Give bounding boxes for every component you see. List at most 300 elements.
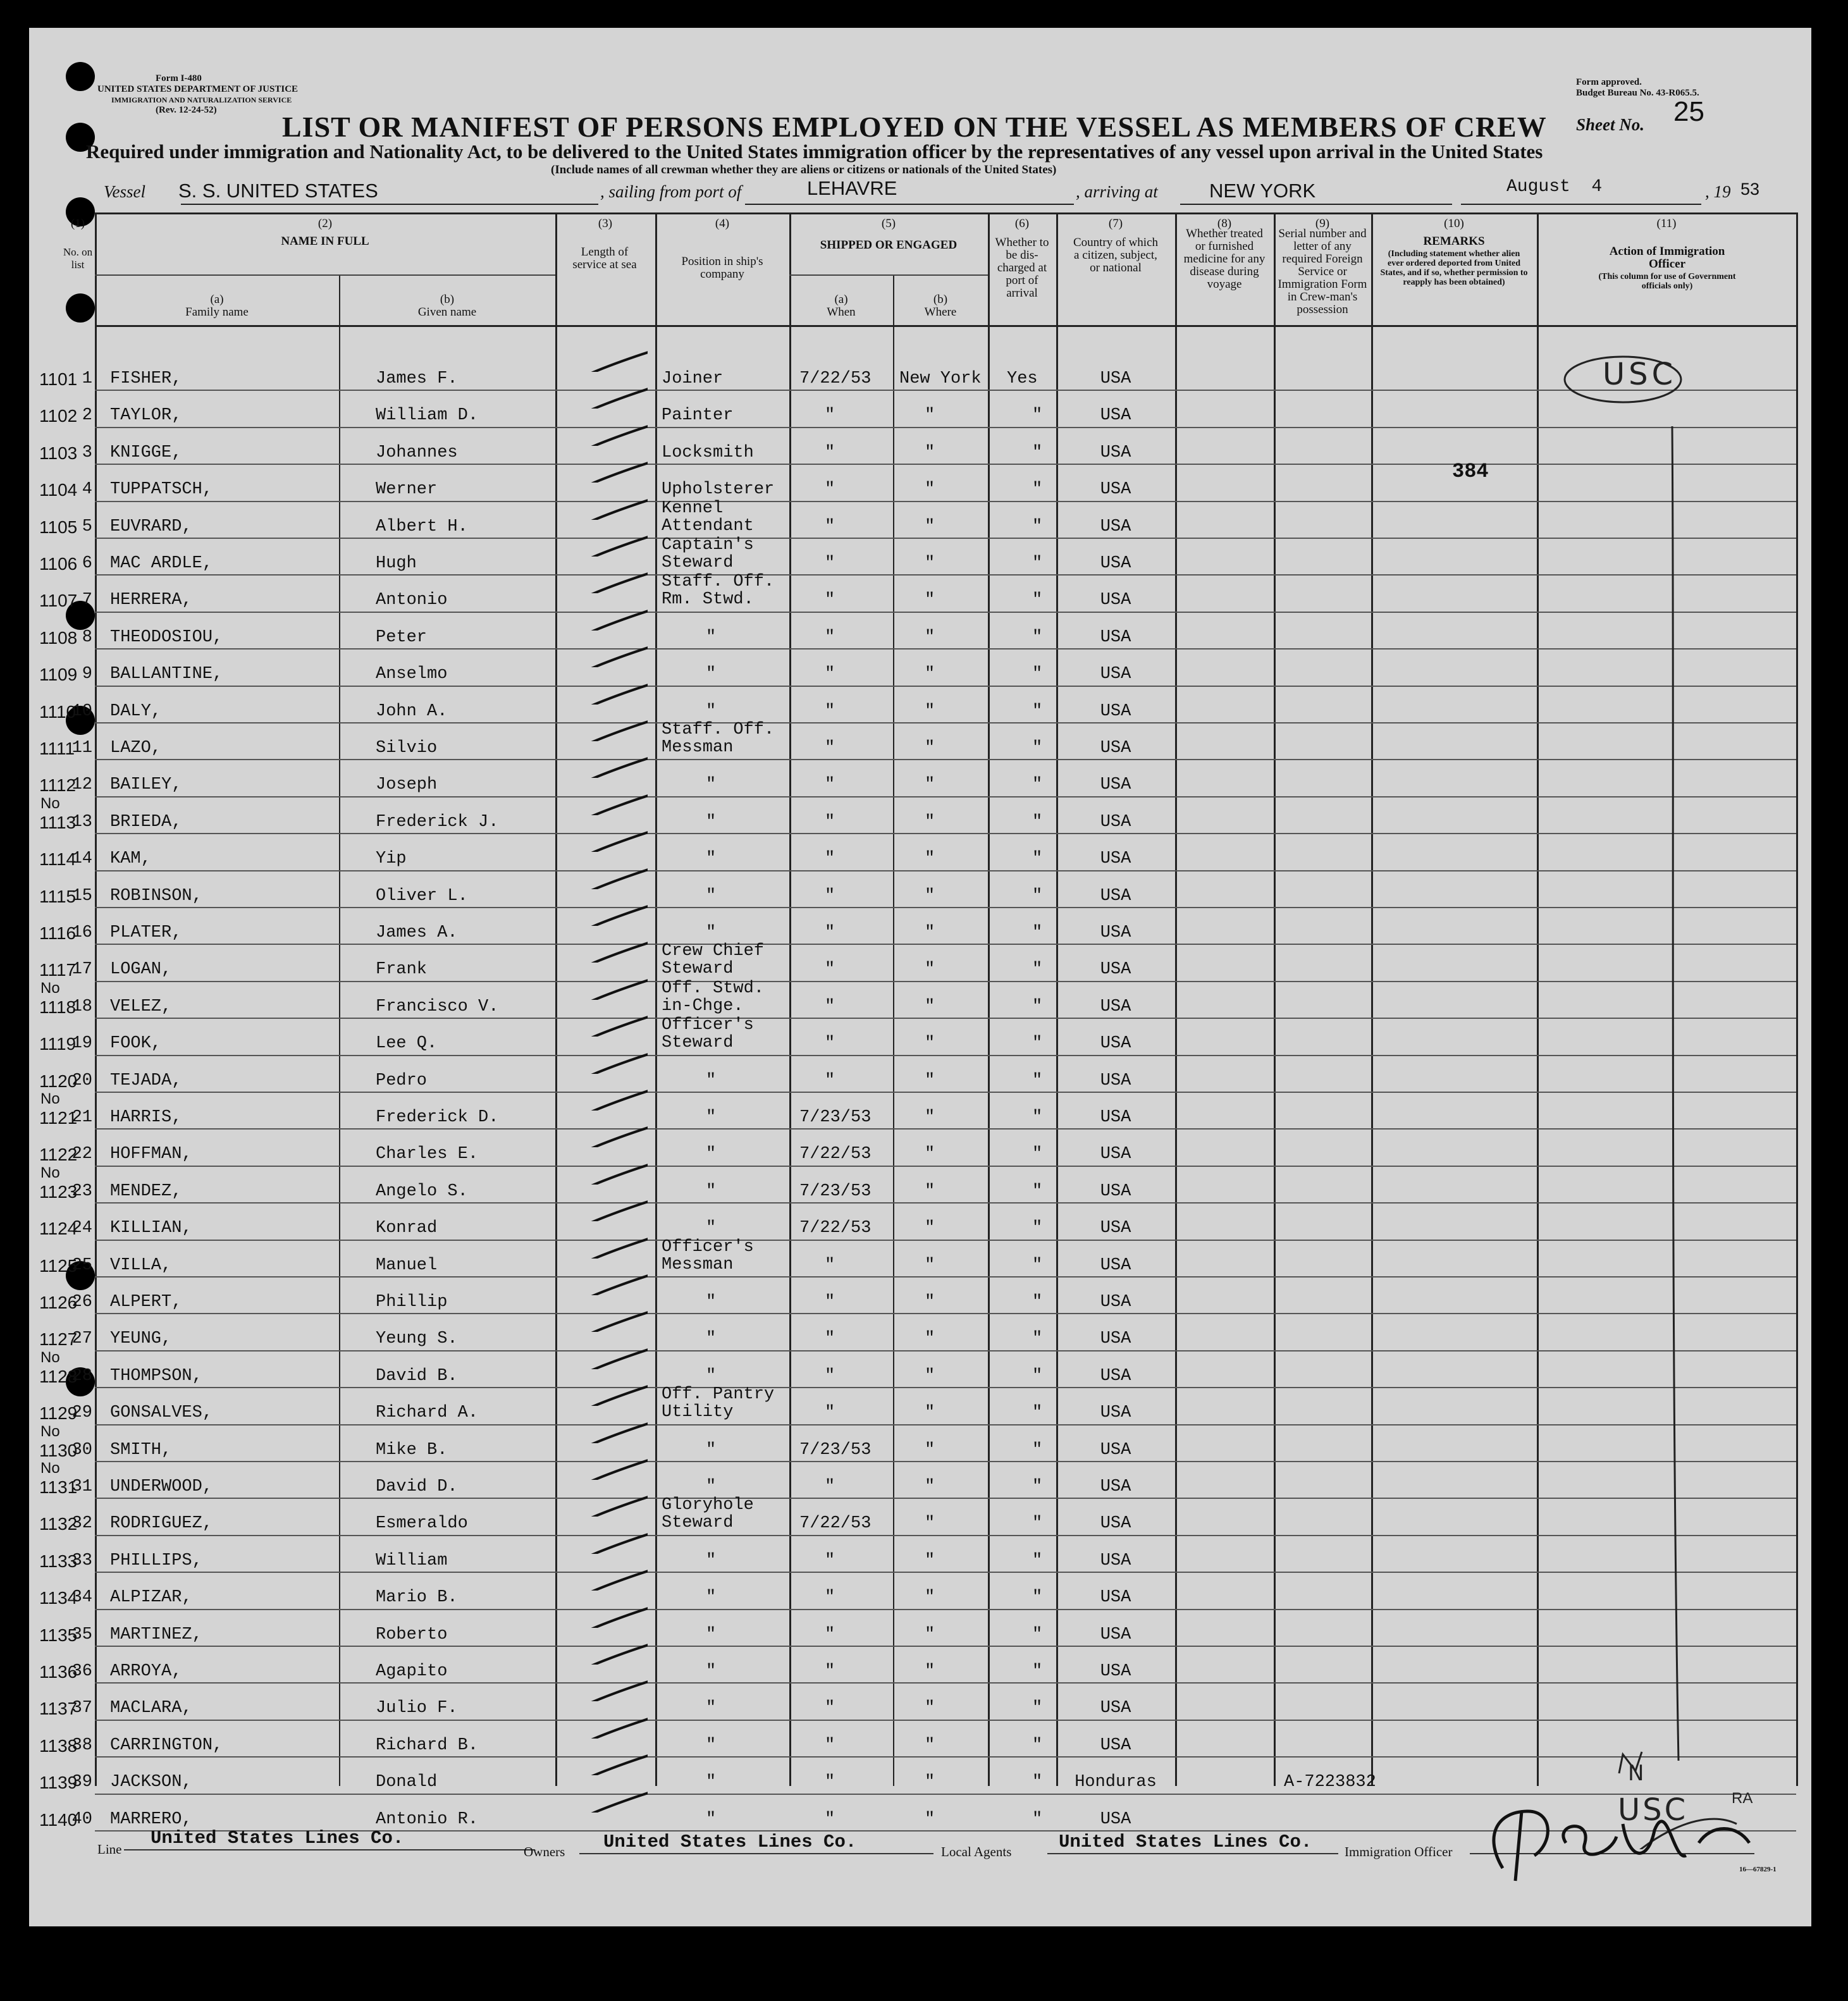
sailing-label: , sailing from port of bbox=[600, 182, 742, 201]
cell-given-name: Werner bbox=[376, 480, 438, 500]
cell-given-name: Esmeraldo bbox=[376, 1514, 468, 1534]
cell-given-name: Francisco V. bbox=[376, 997, 499, 1016]
cell-country: USA bbox=[1100, 997, 1131, 1016]
cell-ref-number: 1121 bbox=[39, 1108, 78, 1128]
cell-shipped-where: " bbox=[925, 1108, 935, 1127]
budget-bureau: Budget Bureau No. 43-R065.5. bbox=[1576, 88, 1699, 98]
cell-shipped-where: " bbox=[925, 849, 935, 869]
cell-ref-number: 1140 bbox=[39, 1809, 78, 1830]
service-tick-mark bbox=[559, 716, 648, 741]
line-label: Line bbox=[97, 1842, 122, 1857]
cell-remarks: 384 bbox=[1452, 460, 1489, 484]
service-tick-mark bbox=[559, 1344, 648, 1369]
usc-annotation-bottom: USC bbox=[1618, 1792, 1689, 1828]
cell-discharged: " bbox=[1032, 1366, 1043, 1386]
cell-shipped-where: " bbox=[925, 1588, 935, 1608]
cell-shipped-when: 7/22/53 bbox=[799, 1219, 872, 1238]
cell-shipped-when: " bbox=[825, 1699, 835, 1718]
departure-port: LEHAVRE bbox=[807, 177, 897, 199]
service-tick-mark bbox=[559, 421, 648, 446]
cell-position: " bbox=[706, 775, 717, 795]
cell-line-number: 20 bbox=[71, 1071, 92, 1090]
cell-ref-number: 1102 bbox=[39, 406, 78, 426]
col11-subheader: (This column for use of Government officials only) bbox=[1598, 272, 1736, 291]
cell-ref-number: 1105 bbox=[39, 517, 78, 537]
col10-subheader: (Including statement whether alien ever ordered deported from United States, and if so, whether permission to reapply has been obtained) bbox=[1380, 249, 1528, 287]
cell-position: " bbox=[706, 627, 717, 647]
cell-line-number: 21 bbox=[71, 1108, 92, 1127]
cell-shipped-when: " bbox=[825, 1588, 835, 1608]
cell-shipped-when: " bbox=[825, 1551, 835, 1570]
cell-discharged: " bbox=[1032, 1293, 1043, 1312]
cell-discharged: " bbox=[1032, 517, 1043, 536]
cell-line-number: 7 bbox=[82, 591, 92, 610]
service-tick-mark bbox=[559, 1122, 648, 1147]
cell-given-name: William D. bbox=[376, 406, 479, 426]
service-tick-mark bbox=[559, 457, 648, 483]
cell-shipped-when: " bbox=[825, 1071, 835, 1090]
cell-discharged: " bbox=[1032, 1071, 1043, 1090]
cell-family-name: MARTINEZ, bbox=[110, 1625, 202, 1644]
cell-discharged: " bbox=[1032, 554, 1043, 573]
cell-given-name: Donald bbox=[376, 1773, 438, 1792]
cell-given-name: Johannes bbox=[376, 443, 458, 462]
cell-country: USA bbox=[1100, 443, 1131, 462]
cell-shipped-where: " bbox=[925, 517, 935, 536]
cell-discharged: " bbox=[1032, 1699, 1043, 1718]
service-tick-mark bbox=[559, 864, 648, 889]
cell-country: USA bbox=[1100, 1403, 1131, 1423]
cell-given-name: James A. bbox=[376, 923, 458, 942]
cell-line-number: 31 bbox=[71, 1477, 92, 1496]
service-tick-mark bbox=[559, 642, 648, 667]
cell-position: " bbox=[706, 1181, 717, 1201]
cell-country: USA bbox=[1100, 1181, 1131, 1201]
cell-shipped-where: " bbox=[925, 812, 935, 832]
cell-line-number: 15 bbox=[71, 886, 92, 906]
cell-position: Officer's Steward bbox=[662, 1016, 754, 1053]
cell-shipped-when: " bbox=[825, 886, 835, 906]
cell-position: " bbox=[706, 849, 717, 869]
cell-shipped-where: " bbox=[925, 627, 935, 647]
cell-shipped-when: " bbox=[825, 1034, 835, 1054]
col11-header: Action of Immigration Officer bbox=[1609, 245, 1725, 271]
col11-number: (11) bbox=[1656, 217, 1677, 230]
cell-position: " bbox=[706, 886, 717, 906]
service-tick-mark bbox=[559, 383, 648, 409]
cell-discharged: " bbox=[1032, 1145, 1043, 1164]
cell-ref-number: 1106 bbox=[39, 554, 78, 574]
service-tick-mark bbox=[559, 1270, 648, 1295]
col2a-header: Family name bbox=[185, 305, 249, 319]
cell-country: USA bbox=[1100, 1625, 1131, 1644]
cell-ref-number: 1124 bbox=[39, 1219, 78, 1239]
cell-position: " bbox=[706, 1293, 717, 1312]
cell-given-name: Konrad bbox=[376, 1219, 438, 1238]
cell-shipped-when: " bbox=[825, 701, 835, 721]
service-tick-mark bbox=[559, 1750, 648, 1775]
service-tick-mark bbox=[559, 1233, 648, 1259]
cell-country: USA bbox=[1100, 480, 1131, 500]
cell-position: " bbox=[706, 812, 717, 832]
service-tick-mark bbox=[559, 1418, 648, 1443]
cell-family-name: BRIEDA, bbox=[110, 812, 182, 832]
cell-family-name: THEODOSIOU, bbox=[110, 627, 223, 647]
cell-shipped-when: " bbox=[825, 1293, 835, 1312]
cell-line-number: 6 bbox=[82, 554, 92, 573]
cell-given-name: Hugh bbox=[376, 554, 417, 573]
col7-header: Country of which a citizen, subject, or national bbox=[1073, 236, 1159, 274]
cell-given-name: Mario B. bbox=[376, 1588, 458, 1608]
col3-number: (3) bbox=[598, 217, 613, 230]
cell-country: USA bbox=[1100, 1034, 1131, 1054]
cell-country: USA bbox=[1100, 1440, 1131, 1460]
cell-family-name: BAILEY, bbox=[110, 775, 182, 795]
service-tick-mark bbox=[559, 495, 648, 520]
cell-family-name: ROBINSON, bbox=[110, 886, 202, 906]
cell-country: USA bbox=[1100, 886, 1131, 906]
cell-discharged: " bbox=[1032, 1403, 1043, 1423]
col4-number: (4) bbox=[715, 217, 730, 230]
cell-country: USA bbox=[1100, 1477, 1131, 1496]
col1-header: No. on list bbox=[63, 246, 93, 271]
cell-family-name: LAZO, bbox=[110, 739, 162, 758]
cell-shipped-when: " bbox=[825, 665, 835, 684]
cell-line-number: 33 bbox=[71, 1551, 92, 1570]
cell-position: " bbox=[706, 1440, 717, 1460]
cell-shipped-where: " bbox=[925, 554, 935, 573]
col2-header: NAME IN FULL bbox=[281, 235, 369, 248]
cell-position: " bbox=[706, 1625, 717, 1644]
cell-given-name: Angelo S. bbox=[376, 1181, 468, 1201]
form-number: Form I-480 bbox=[156, 73, 202, 83]
cell-family-name: KNIGGE, bbox=[110, 443, 182, 462]
cell-shipped-when: 7/22/53 bbox=[799, 1145, 872, 1164]
col9-number: (9) bbox=[1315, 217, 1330, 230]
cell-shipped-where: " bbox=[925, 1219, 935, 1238]
sheet-label: Sheet No. bbox=[1576, 115, 1644, 134]
cell-discharged: Yes bbox=[1007, 369, 1038, 388]
cell-given-name: James F. bbox=[376, 369, 458, 388]
cell-given-name: Frederick J. bbox=[376, 812, 499, 832]
service-tick-mark bbox=[559, 975, 648, 1000]
cell-position: " bbox=[706, 1366, 717, 1386]
cell-given-name: Mike B. bbox=[376, 1440, 448, 1460]
cell-position: " bbox=[706, 665, 717, 684]
cell-shipped-when: 7/22/53 bbox=[799, 1514, 872, 1534]
cell-family-name: MENDEZ, bbox=[110, 1181, 182, 1201]
cell-ref-number: 1112 bbox=[39, 775, 77, 796]
cell-shipped-when: 7/22/53 bbox=[799, 369, 872, 388]
cell-shipped-where: New York bbox=[899, 369, 982, 388]
cell-shipped-where: " bbox=[925, 1071, 935, 1090]
cell-ref-number: 1126 bbox=[39, 1293, 78, 1312]
service-tick-mark bbox=[559, 679, 648, 705]
col8-number: (8) bbox=[1217, 217, 1232, 230]
cell-position: " bbox=[706, 1662, 717, 1681]
subtitle: Required under immigration and Nationality Act, to be delivered to the United States immigration officer by the representatives of any vessel upon arrival in the United States bbox=[86, 140, 1543, 163]
cell-shipped-where: " bbox=[925, 701, 935, 721]
cell-country: USA bbox=[1100, 1329, 1131, 1349]
cell-given-name: Pedro bbox=[376, 1071, 428, 1090]
cell-shipped-when: " bbox=[825, 1773, 835, 1792]
cell-shipped-when: " bbox=[825, 1329, 835, 1349]
cell-family-name: CARRINGTON, bbox=[110, 1735, 223, 1755]
cell-position: " bbox=[706, 1477, 717, 1496]
cell-shipped-when: " bbox=[825, 591, 835, 610]
cell-position: Off. Pantry Utility bbox=[662, 1385, 775, 1422]
cell-shipped-where: " bbox=[925, 1255, 935, 1275]
cell-family-name: ALPIZAR, bbox=[110, 1588, 192, 1608]
vessel-name: S. S. UNITED STATES bbox=[178, 180, 378, 202]
cell-given-name: David B. bbox=[376, 1366, 458, 1386]
service-tick-mark bbox=[559, 1381, 648, 1406]
cell-family-name: MARRERO, bbox=[110, 1809, 192, 1829]
cell-shipped-where: " bbox=[925, 739, 935, 758]
cell-discharged: " bbox=[1032, 1588, 1043, 1608]
cell-ref-number: 1118 bbox=[39, 997, 77, 1017]
no-mark: No bbox=[40, 1460, 60, 1477]
col7-number: (7) bbox=[1108, 217, 1123, 230]
cell-ref-number: 1104 bbox=[39, 480, 78, 500]
cell-position: Kennel Attendant bbox=[662, 498, 754, 536]
cell-given-name: Joseph bbox=[376, 775, 438, 795]
cell-ref-number: 1109 bbox=[39, 665, 78, 685]
col10-number: (10) bbox=[1444, 217, 1464, 230]
service-tick-mark bbox=[559, 1491, 648, 1517]
cell-position: " bbox=[706, 1773, 717, 1792]
cell-ref-number: 1125 bbox=[39, 1255, 78, 1276]
cell-given-name: Phillip bbox=[376, 1293, 448, 1312]
service-tick-mark bbox=[559, 1565, 648, 1591]
cell-line-number: 27 bbox=[71, 1329, 92, 1349]
cell-shipped-where: " bbox=[925, 1293, 935, 1312]
service-tick-mark bbox=[559, 347, 648, 372]
cell-shipped-when: " bbox=[825, 923, 835, 942]
col5a-number: (a) bbox=[834, 293, 848, 306]
cell-ref-number: 1122 bbox=[39, 1145, 78, 1165]
cell-shipped-where: " bbox=[925, 1625, 935, 1644]
cell-family-name: LOGAN, bbox=[110, 960, 172, 980]
cell-country: USA bbox=[1100, 701, 1131, 721]
owners-value: United States Lines Co. bbox=[603, 1832, 857, 1852]
cell-discharged: " bbox=[1032, 812, 1043, 832]
cell-given-name: Yeung S. bbox=[376, 1329, 458, 1349]
cell-line-number: 18 bbox=[71, 997, 92, 1016]
cell-given-name: Lee Q. bbox=[376, 1034, 438, 1054]
cell-shipped-where: " bbox=[925, 1403, 935, 1423]
cell-ref-number: 1119 bbox=[39, 1034, 77, 1054]
cell-discharged: " bbox=[1032, 960, 1043, 980]
cell-position: Captain's Steward bbox=[662, 536, 754, 572]
cell-line-number: 17 bbox=[71, 960, 92, 980]
cell-family-name: DALY, bbox=[110, 701, 162, 721]
cell-ref-number: 1101 bbox=[39, 369, 78, 389]
col2b-number: (b) bbox=[440, 293, 455, 306]
cell-line-number: 32 bbox=[71, 1514, 92, 1534]
cell-ref-number: 1139 bbox=[39, 1773, 78, 1793]
cell-country: USA bbox=[1100, 1255, 1131, 1275]
cell-line-number: 36 bbox=[71, 1662, 92, 1681]
department: UNITED STATES DEPARTMENT OF JUSTICE bbox=[97, 84, 299, 94]
cell-given-name: Antonio R. bbox=[376, 1809, 479, 1829]
cell-discharged: " bbox=[1032, 997, 1043, 1016]
cell-given-name: Silvio bbox=[376, 739, 438, 758]
cell-country: USA bbox=[1100, 1662, 1131, 1681]
service-tick-mark bbox=[559, 901, 648, 926]
cell-ref-number: 1130 bbox=[39, 1440, 78, 1460]
cell-family-name: SMITH, bbox=[110, 1440, 172, 1460]
cell-shipped-when: " bbox=[825, 1735, 835, 1755]
manifest-page bbox=[29, 28, 1811, 1926]
cell-family-name: PLATER, bbox=[110, 923, 182, 942]
cell-position: " bbox=[706, 1809, 717, 1829]
cell-country: USA bbox=[1100, 1366, 1131, 1386]
cell-discharged: " bbox=[1032, 1809, 1043, 1829]
cell-line-number: 10 bbox=[71, 701, 92, 721]
cell-shipped-where: " bbox=[925, 1440, 935, 1460]
cell-country: USA bbox=[1100, 1145, 1131, 1164]
service-tick-mark bbox=[559, 1529, 648, 1554]
cell-ref-number: 1134 bbox=[39, 1588, 78, 1608]
form-approved: Form approved. bbox=[1576, 77, 1642, 87]
cell-line-number: 35 bbox=[71, 1625, 92, 1644]
cell-shipped-where: " bbox=[925, 1366, 935, 1386]
usc-annotation-top: USC bbox=[1603, 357, 1677, 392]
cell-discharged: " bbox=[1032, 1662, 1043, 1681]
service-tick-mark bbox=[559, 827, 648, 852]
cell-country: USA bbox=[1100, 591, 1131, 610]
cell-ref-number: 1132 bbox=[39, 1514, 78, 1534]
cell-family-name: ARROYA, bbox=[110, 1662, 182, 1681]
cell-line-number: 16 bbox=[71, 923, 92, 942]
col6-header: Whether to be dis-charged at port of arrival bbox=[995, 236, 1049, 300]
cell-country: USA bbox=[1100, 812, 1131, 832]
service-tick-mark bbox=[559, 1011, 648, 1037]
cell-given-name: William bbox=[376, 1551, 448, 1570]
service-tick-mark bbox=[559, 1196, 648, 1221]
cell-ref-number: 1103 bbox=[39, 443, 78, 463]
cell-position: Staff. Off. Messman bbox=[662, 720, 775, 757]
cell-line-number: 8 bbox=[82, 627, 92, 647]
cell-given-name: Frank bbox=[376, 960, 428, 980]
cell-shipped-where: " bbox=[925, 1809, 935, 1829]
service-tick-mark bbox=[559, 1639, 648, 1665]
service-tick-mark bbox=[559, 1603, 648, 1628]
cell-line-number: 40 bbox=[71, 1809, 92, 1829]
include-note: (Include names of all crewman whether they are aliens or citizens or nationals of the United States) bbox=[551, 163, 1057, 176]
cell-family-name: UNDERWOOD, bbox=[110, 1477, 213, 1496]
cell-ref-number: 1128 bbox=[39, 1366, 78, 1386]
cell-discharged: " bbox=[1032, 1440, 1043, 1460]
cell-family-name: TEJADA, bbox=[110, 1071, 182, 1090]
col8-header: Whether treated or furnished medicine for any disease during voyage bbox=[1183, 227, 1266, 291]
arriving-label: , arriving at bbox=[1076, 182, 1158, 201]
cell-line-number: 29 bbox=[71, 1403, 92, 1423]
cell-ref-number: 1110 bbox=[39, 701, 77, 722]
cell-given-name: Yip bbox=[376, 849, 407, 869]
cell-country: USA bbox=[1100, 1108, 1131, 1127]
cell-shipped-where: " bbox=[925, 1773, 935, 1792]
cell-given-name: Anselmo bbox=[376, 665, 448, 684]
col2-number: (2) bbox=[317, 217, 333, 230]
punch-hole bbox=[66, 62, 95, 91]
service-tick-mark bbox=[559, 790, 648, 815]
cell-position: Crew Chief Steward bbox=[662, 942, 765, 979]
no-mark: No bbox=[40, 1348, 60, 1366]
cell-shipped-when: " bbox=[825, 1662, 835, 1681]
cell-discharged: " bbox=[1032, 443, 1043, 462]
cell-country: USA bbox=[1100, 1735, 1131, 1755]
cell-position: " bbox=[706, 923, 717, 942]
cell-shipped-when: " bbox=[825, 480, 835, 500]
service-tick-mark bbox=[559, 753, 648, 778]
ra-annotation: RA bbox=[1732, 1790, 1753, 1807]
cell-position: " bbox=[706, 1699, 717, 1718]
cell-line-number: 23 bbox=[71, 1181, 92, 1201]
vessel-label: Vessel bbox=[104, 182, 145, 201]
cell-discharged: " bbox=[1032, 1034, 1043, 1054]
cell-discharged: " bbox=[1032, 627, 1043, 647]
service-tick-mark bbox=[559, 568, 648, 593]
cell-discharged: " bbox=[1032, 1514, 1043, 1534]
cell-shipped-when: " bbox=[825, 775, 835, 795]
cell-line-number: 34 bbox=[71, 1588, 92, 1608]
cell-shipped-where: " bbox=[925, 923, 935, 942]
cell-position: Upholsterer bbox=[662, 480, 775, 500]
cell-shipped-when: " bbox=[825, 1809, 835, 1829]
cell-ref-number: 1135 bbox=[39, 1625, 78, 1645]
cell-family-name: TUPPATSCH, bbox=[110, 480, 213, 500]
cell-shipped-when: " bbox=[825, 517, 835, 536]
no-mark: No bbox=[40, 794, 60, 812]
officer-label: Immigration Officer bbox=[1345, 1844, 1453, 1859]
cell-ref-number: 1137 bbox=[39, 1699, 78, 1719]
cell-ref-number: 1108 bbox=[39, 627, 78, 648]
cell-ref-number: 1138 bbox=[39, 1735, 78, 1756]
cell-line-number: 19 bbox=[71, 1034, 92, 1054]
cell-shipped-when: " bbox=[825, 1403, 835, 1423]
agents-value: United States Lines Co. bbox=[1059, 1832, 1312, 1852]
cell-discharged: " bbox=[1032, 1255, 1043, 1275]
service-tick-mark bbox=[559, 1676, 648, 1701]
cell-shipped-where: " bbox=[925, 1181, 935, 1201]
revision: (Rev. 12-24-52) bbox=[156, 105, 217, 115]
cell-shipped-when: " bbox=[825, 1366, 835, 1386]
cell-shipped-when: " bbox=[825, 1477, 835, 1496]
cell-ref-number: 1117 bbox=[39, 960, 77, 980]
year-prefix: , 19 bbox=[1705, 182, 1731, 201]
cell-given-name: Manuel bbox=[376, 1255, 438, 1275]
service-tick-mark bbox=[559, 1159, 648, 1185]
cell-position: Painter bbox=[662, 406, 734, 426]
cell-country: USA bbox=[1100, 1551, 1131, 1570]
cell-family-name: RODRIGUEZ, bbox=[110, 1514, 213, 1534]
cell-shipped-where: " bbox=[925, 1477, 935, 1496]
cell-shipped-when: " bbox=[825, 554, 835, 573]
cell-family-name: THOMPSON, bbox=[110, 1366, 202, 1386]
cell-shipped-where: " bbox=[925, 886, 935, 906]
cell-family-name: HERRERA, bbox=[110, 591, 192, 610]
cell-line-number: 37 bbox=[71, 1699, 92, 1718]
officer-signature bbox=[1458, 1786, 1762, 1893]
agents-label: Local Agents bbox=[941, 1844, 1012, 1859]
cell-shipped-where: " bbox=[925, 1662, 935, 1681]
cell-shipped-where: " bbox=[925, 960, 935, 980]
cell-discharged: " bbox=[1032, 775, 1043, 795]
cell-country: USA bbox=[1100, 1699, 1131, 1718]
no-mark: No bbox=[40, 1422, 60, 1440]
